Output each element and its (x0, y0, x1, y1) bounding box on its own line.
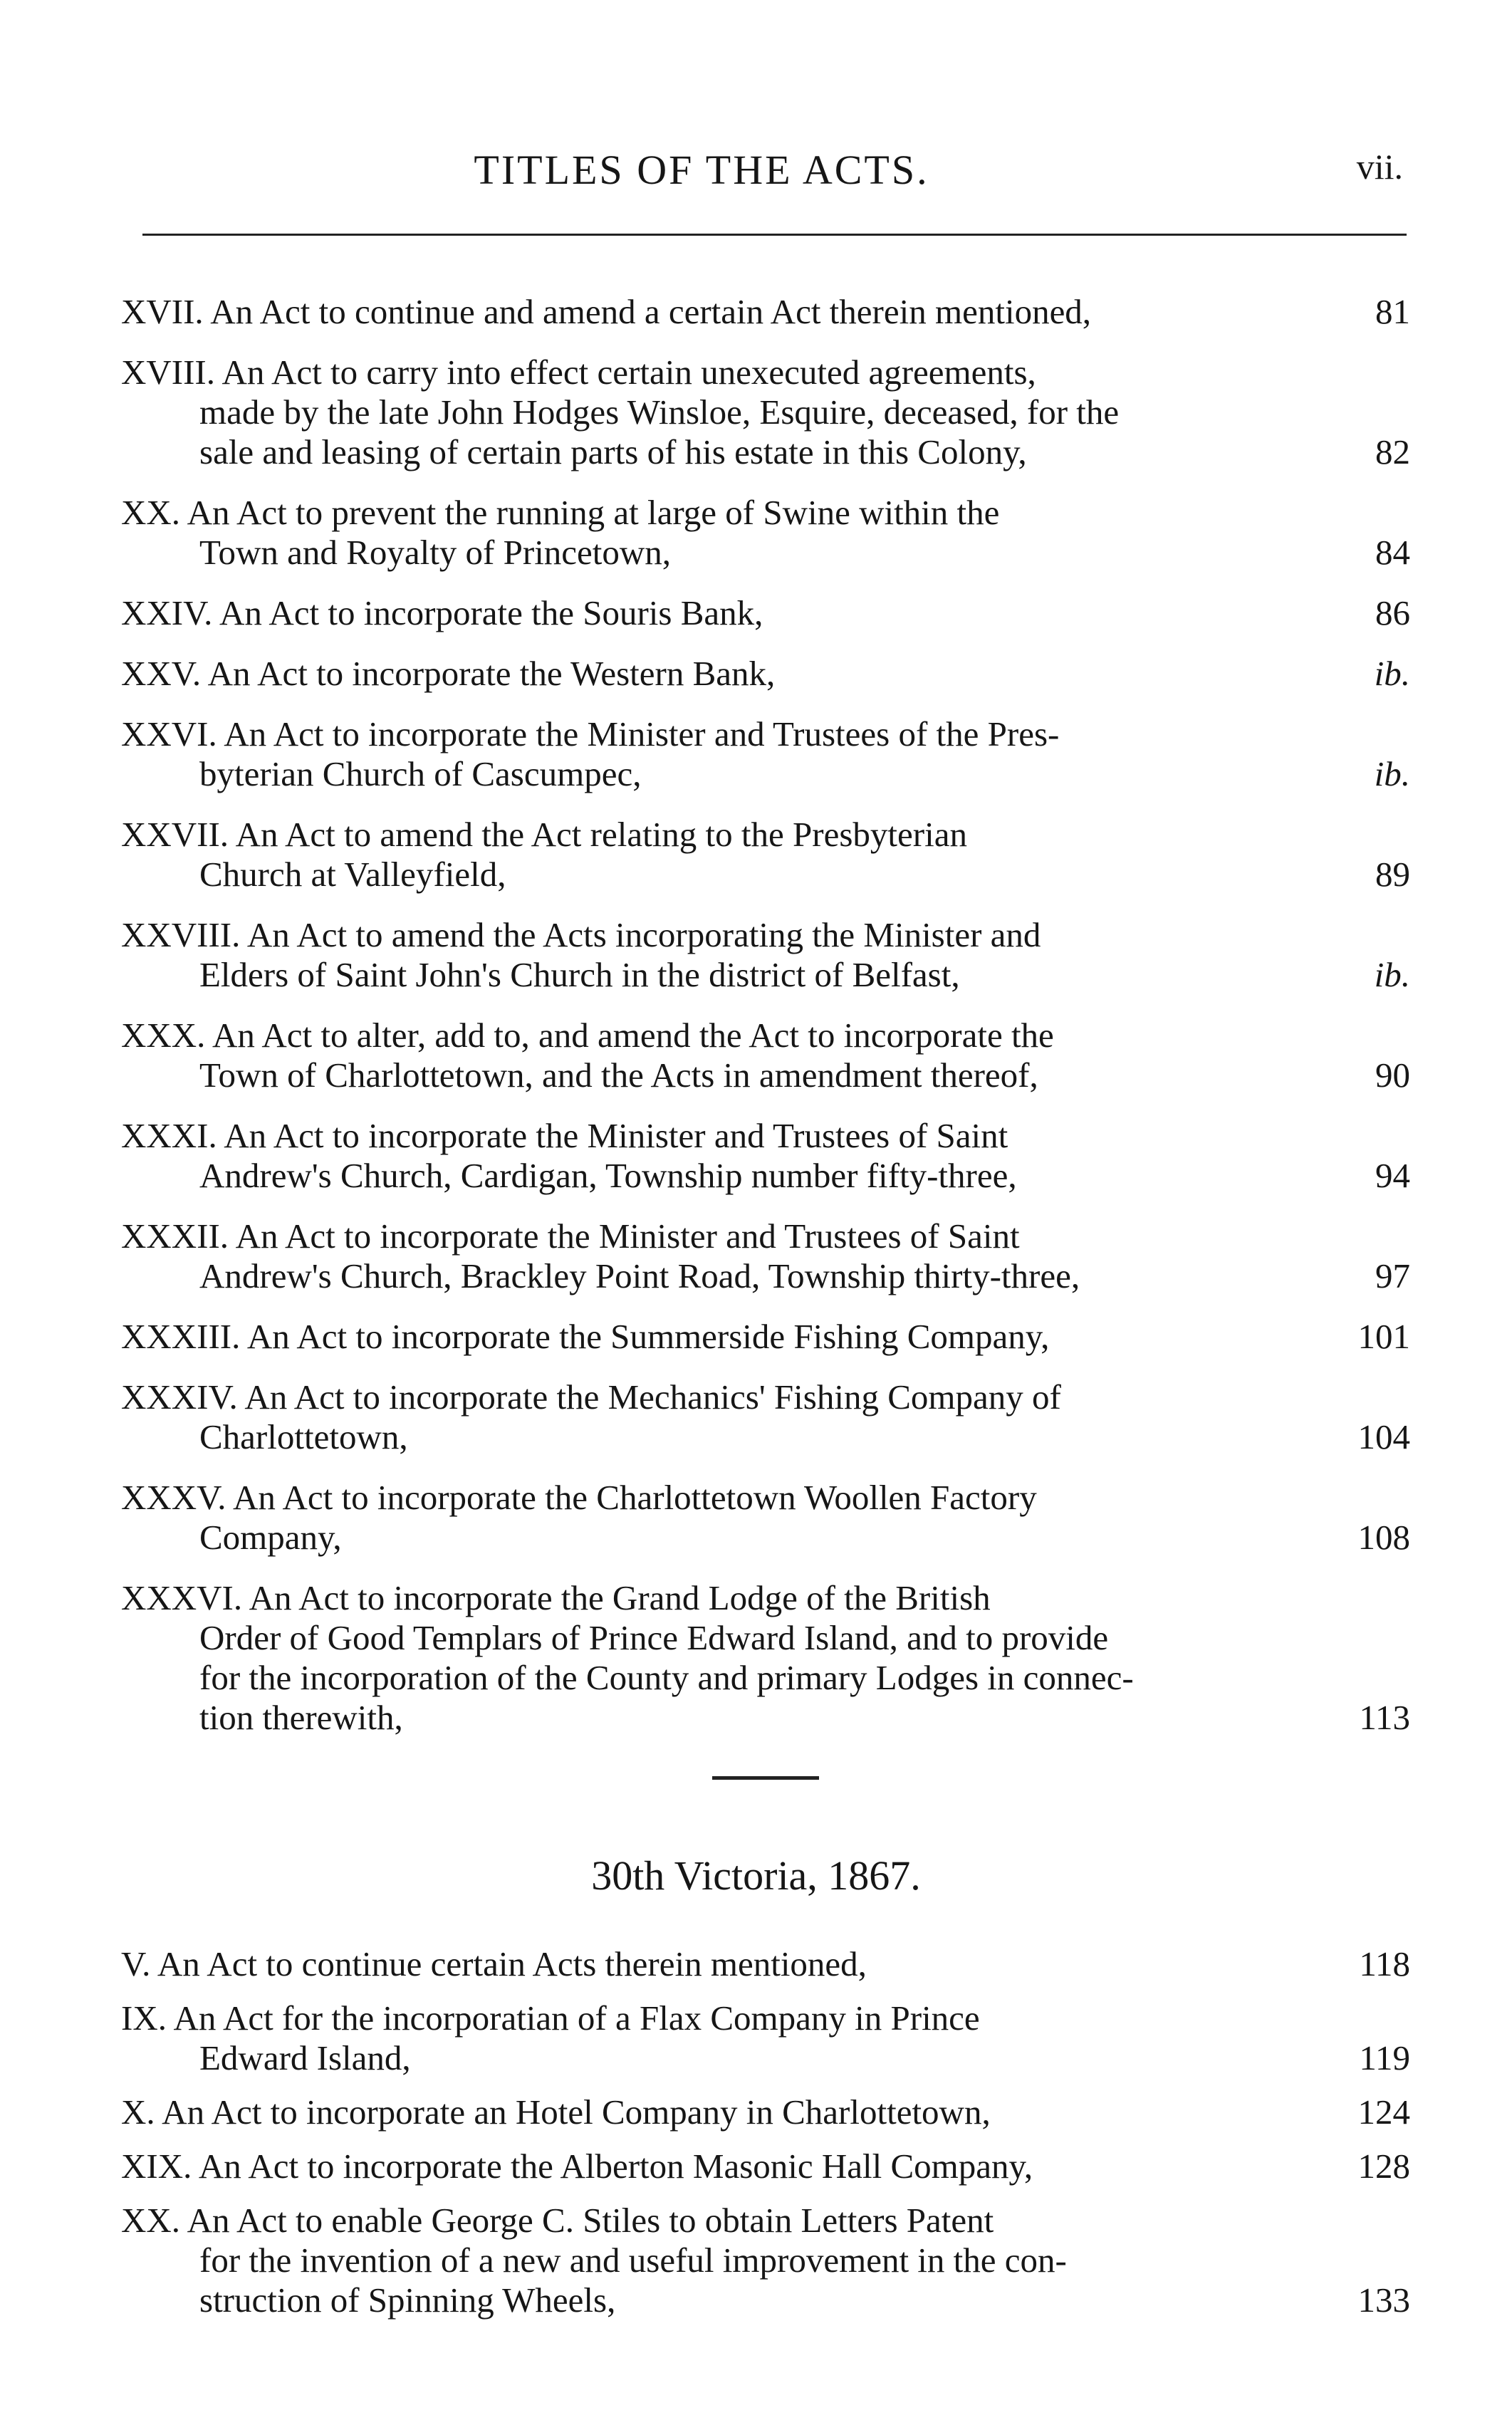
act-title-continuation: for the incorporation of the County and primary Lodges in connec- (199, 1658, 1134, 1697)
act-title-continuation: Andrew's Church, Cardigan, Township number fifty-three, (199, 1156, 1017, 1195)
act-entry (121, 1478, 1410, 1558)
act-entry (121, 593, 1410, 633)
act-title-line (121, 1377, 1261, 1417)
act-title-text: An Act to continue certain Acts therein mentioned, (150, 1944, 867, 1983)
act-page-number: 104 (1357, 1417, 1410, 1456)
act-number: XXVII. (121, 815, 229, 854)
act-title-text: An Act to carry into effect certain unexecuted agreements, (214, 353, 1036, 392)
act-entry (121, 292, 1410, 332)
act-entry (121, 714, 1410, 794)
act-entry (121, 1944, 1410, 1984)
act-entry (121, 1216, 1410, 1296)
act-title-text: An Act to incorporate the Grand Lodge of the British (242, 1578, 991, 1617)
act-title-text: An Act to incorporate the Souris Bank, (212, 593, 763, 632)
act-page-number: 124 (1357, 2092, 1410, 2132)
act-number: XX. (121, 493, 181, 532)
act-title-text: An Act to incorporate the Charlottetown Woollen Factory (226, 1478, 1037, 1517)
act-page-number: 81 (1375, 292, 1410, 331)
act-page-number: 113 (1359, 1698, 1410, 1737)
act-number: XX. (121, 2201, 181, 2240)
act-title-text: An Act for the incorporatian of a Flax Company in Prince (166, 1998, 980, 2038)
act-page-number: 90 (1375, 1055, 1410, 1095)
act-page-number: 82 (1375, 432, 1410, 471)
act-number: XXXVI. (121, 1578, 243, 1617)
act-number: XVIII. (121, 353, 215, 392)
act-page-number: ib. (1374, 955, 1410, 994)
act-title-continuation: Company, (199, 1518, 342, 1557)
act-title-line (121, 1944, 1261, 1984)
act-page-number: 86 (1375, 593, 1410, 632)
acts-list-section-2 (121, 1944, 1410, 2335)
header-rule (142, 234, 1407, 236)
act-title-line (121, 1317, 1261, 1357)
act-entry (121, 915, 1410, 995)
act-number: XVII. (121, 292, 204, 331)
act-entry (121, 2201, 1410, 2320)
act-page-number: 133 (1357, 2280, 1410, 2320)
act-title-continuation: tion therewith, (199, 1698, 403, 1737)
act-page-number: ib. (1374, 754, 1410, 793)
act-number: XXX. (121, 1016, 206, 1055)
act-number: XXXIV. (121, 1377, 238, 1417)
act-title-line (121, 1016, 1261, 1055)
act-title-line (121, 815, 1261, 855)
act-page-number: ib. (1374, 654, 1410, 693)
act-entry (121, 353, 1410, 472)
act-number: XXVIII. (121, 915, 241, 954)
acts-list-section-1 (121, 292, 1410, 1758)
act-title-text: An Act to amend the Acts incorporating the Minister and (240, 915, 1041, 954)
act-page-number: 94 (1375, 1156, 1410, 1195)
act-title-line (121, 714, 1261, 754)
act-title-continuation: byterian Church of Cascumpec, (199, 754, 642, 793)
act-title-continuation: struction of Spinning Wheels, (199, 2280, 616, 2320)
act-entry (121, 2092, 1410, 2132)
act-number: XXV. (121, 654, 202, 693)
act-entry (121, 815, 1410, 895)
act-title-continuation: Andrew's Church, Brackley Point Road, Township thirty-three, (199, 1256, 1080, 1295)
act-title-line (121, 1216, 1261, 1256)
act-title-text: An Act to incorporate the Summerside Fishing Company, (240, 1317, 1050, 1356)
act-page-number: 89 (1375, 855, 1410, 894)
section-heading: 30th Victoria, 1867. (591, 1852, 921, 1899)
act-page-number: 108 (1357, 1518, 1410, 1557)
act-number: XXIV. (121, 593, 213, 632)
act-title-continuation: Charlottetown, (199, 1417, 408, 1456)
act-title-continuation: Edward Island, (199, 2038, 411, 2077)
act-title-text: An Act to prevent the running at large of Swine within the (180, 493, 1000, 532)
act-title-line (121, 1478, 1261, 1518)
act-number: XXXIII. (121, 1317, 241, 1356)
act-title-text: An Act to incorporate the Mechanics' Fishing Company of (237, 1377, 1061, 1417)
act-title-line (121, 1998, 1261, 2038)
page-number: vii. (1356, 147, 1403, 187)
act-title-line (121, 654, 1261, 694)
act-title-text: An Act to incorporate the Minister and Trustees of Saint (217, 1116, 1008, 1155)
act-page-number: 118 (1359, 1944, 1410, 1983)
act-number: XXXI. (121, 1116, 217, 1155)
act-page-number: 119 (1359, 2038, 1410, 2077)
running-header (121, 146, 1410, 210)
act-title-line (121, 493, 1261, 533)
act-page-number: 128 (1357, 2147, 1410, 2186)
act-title-text: An Act to incorporate an Hotel Company in Charlottetown, (155, 2092, 991, 2132)
act-title-text: An Act to continue and amend a certain Act therein mentioned, (203, 292, 1092, 331)
act-title-continuation: Order of Good Templars of Prince Edward Island, and to provide (199, 1618, 1109, 1657)
act-page-number: 97 (1375, 1256, 1410, 1295)
act-entry (121, 1377, 1410, 1457)
act-title-text: An Act to enable George C. Stiles to obtain Letters Patent (180, 2201, 994, 2240)
act-entry (121, 1317, 1410, 1357)
act-title-line (121, 915, 1261, 955)
act-number: XXXII. (121, 1216, 229, 1256)
act-page-number: 84 (1375, 533, 1410, 572)
act-number: X. (121, 2092, 155, 2132)
act-title-line (121, 292, 1261, 332)
act-entry (121, 493, 1410, 573)
act-number: XIX. (121, 2147, 192, 2186)
act-title-line (121, 593, 1261, 633)
act-title-text: An Act to incorporate the Minister and Trustees of Saint (229, 1216, 1020, 1256)
act-title-continuation: Town of Charlottetown, and the Acts in amendment thereof, (199, 1055, 1038, 1095)
act-number: XXVI. (121, 714, 217, 753)
act-title-line (121, 2147, 1261, 2186)
act-entry (121, 2147, 1410, 2186)
act-title-text: An Act to amend the Act relating to the Presbyterian (229, 815, 967, 854)
act-title-line (121, 1578, 1261, 1618)
act-title-continuation: Elders of Saint John's Church in the district of Belfast, (199, 955, 960, 994)
act-title-line (121, 2092, 1261, 2132)
act-title-continuation: made by the late John Hodges Winsloe, Esquire, deceased, for the (199, 392, 1120, 432)
act-title-text: An Act to alter, add to, and amend the Act to incorporate the (205, 1016, 1054, 1055)
act-title-text: An Act to incorporate the Western Bank, (201, 654, 776, 693)
act-page-number: 101 (1357, 1317, 1410, 1356)
act-title-text: An Act to incorporate the Minister and Trustees of the Pres- (217, 714, 1060, 753)
section-divider (712, 1776, 819, 1780)
act-title-continuation: for the invention of a new and useful improvement in the con- (199, 2241, 1067, 2280)
act-title-continuation: sale and leasing of certain parts of his estate in this Colony, (199, 432, 1027, 471)
act-entry (121, 1998, 1410, 2078)
act-number: V. (121, 1944, 151, 1983)
page-title: TITLES OF THE ACTS. (474, 147, 929, 193)
act-title-line (121, 353, 1261, 392)
act-entry (121, 1016, 1410, 1095)
act-title-line (121, 2201, 1261, 2241)
act-title-text: An Act to incorporate the Alberton Masonic Hall Company, (192, 2147, 1033, 2186)
act-title-continuation: Church at Valleyfield, (199, 855, 506, 894)
act-title-line (121, 1116, 1261, 1156)
act-title-continuation: Town and Royalty of Princetown, (199, 533, 672, 572)
act-entry (121, 1116, 1410, 1196)
act-number: IX. (121, 1998, 167, 2038)
act-entry (121, 1578, 1410, 1738)
act-number: XXXV. (121, 1478, 226, 1517)
act-entry (121, 654, 1410, 694)
